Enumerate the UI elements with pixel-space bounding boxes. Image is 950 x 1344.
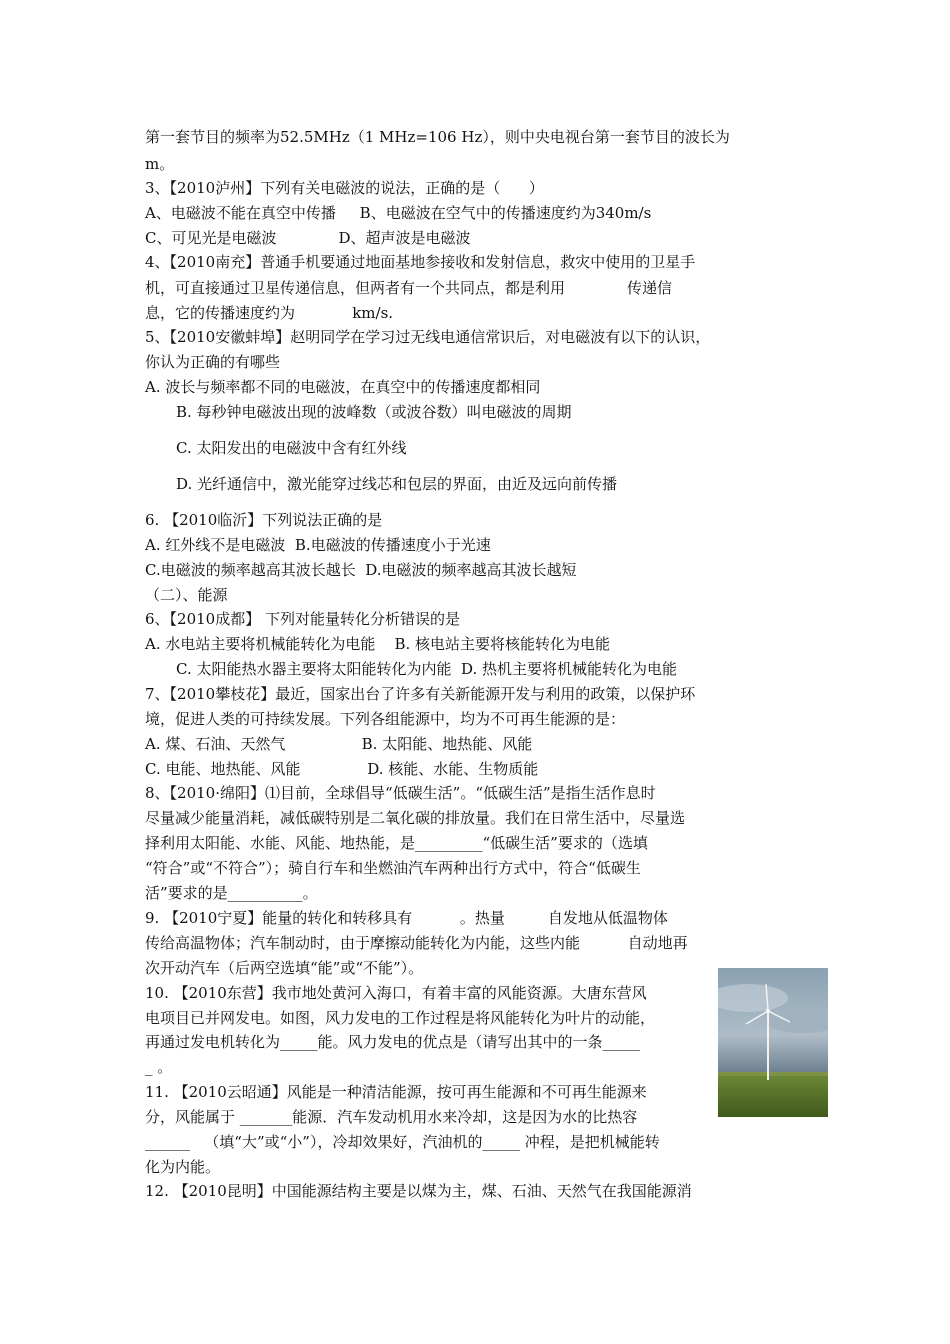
text-line: C.电磁波的频率越高其波长越长 D.电磁波的频率越高其波长越短 [145, 561, 577, 579]
question-5: 5、【2010安徽蚌埠】赵明同学在学习过无线电通信常识后，对电磁波有以下的认识， [145, 328, 711, 346]
text-line: ______ （填“大”或“小”），冷却效果好，汽油机的_____ 冲程，是把机械能转 [145, 1133, 660, 1151]
wind-turbine-icon [718, 968, 828, 1117]
text-line: 活”要求的是__________。 [145, 884, 318, 902]
text-line: 尽量减少能量消耗，减低碳特别是二氧化碳的排放量。我们在日常生活中，尽量选 [145, 809, 686, 827]
question-10: 10. 【2010东营】我市地处黄河入海口，有着丰富的风能资源。大唐东营风 [145, 984, 647, 1002]
question-3: 3、【2010泸州】下列有关电磁波的说法，正确的是（ ） [145, 179, 544, 197]
question-6-chengdu: 6、【2010成都】 下列对能量转化分析错误的是 [145, 610, 460, 628]
text-line: 第一套节目的频率为52.5MHz（1 MHz=106 Hz），则中央电视台第一套节目的波长为 [145, 128, 730, 146]
text-line: A. 煤、石油、天然气 B. 太阳能、地热能、风能 [145, 735, 533, 753]
text-line: 化为内能。 [145, 1158, 221, 1176]
text-line: 你认为正确的有哪些 [145, 353, 281, 371]
option-d: D. 光纤通信中，激光能穿过线芯和包层的界面，由近及远向前传播 [176, 475, 618, 493]
text-line: 息，它的传播速度约为 km/s. [145, 304, 394, 322]
text-line: 境，促进人类的可持续发展。下列各组能源中，均为不可再生能源的是： [145, 710, 626, 728]
text-line: _ 。 [145, 1058, 173, 1076]
text-line: 机，可直接通过卫星传递信息，但两者有一个共同点，都是利用 传递信 [145, 279, 672, 297]
text-line: “符合”或“不符合”）；骑自行车和坐燃油汽车两种出行方式中，符合“低碳生 [145, 859, 641, 877]
text-line: C. 太阳能热水器主要将太阳能转化为内能 D. 热机主要将机械能转化为电能 [176, 660, 678, 678]
section-heading: （二）、能源 [145, 586, 228, 604]
text-line: 电项目已并网发电。如图，风力发电的工作过程是将风能转化为叶片的动能， [145, 1009, 656, 1027]
text-line: 次开动汽车（后两空选填“能”或“不能”）。 [145, 959, 424, 977]
text-line: A. 红外线不是电磁波 B.电磁波的传播速度小于光速 [145, 536, 491, 554]
question-4: 4、【2010南充】普通手机要通过地面基地参接收和发射信息，救灾中使用的卫星手 [145, 253, 696, 271]
text-line: C. 电能、地热能、风能 D. 核能、水能、生物质能 [145, 760, 539, 778]
text-line: A、电磁波不能在真空中传播 B、电磁波在空气中的传播速度约为340m/s [145, 204, 652, 222]
text-line: 传给高温物体；汽车制动时，由于摩擦动能转化为内能，这些内能 自动地再 [145, 934, 688, 952]
question-12: 12. 【2010昆明】中国能源结构主要是以煤为主，煤、石油、天然气在我国能源消 [145, 1182, 692, 1200]
question-7: 7、【2010攀枝花】最近，国家出台了许多有关新能源开发与利用的政策，以保护环 [145, 685, 696, 703]
option-c: C. 太阳发出的电磁波中含有红外线 [176, 439, 407, 457]
question-8: 8、【2010·绵阳】⑴目前，全球倡导“低碳生活”。“低碳生活”是指生活作息时 [145, 784, 656, 802]
text-line: C、可见光是电磁波 D、超声波是电磁波 [145, 229, 471, 247]
text-line: 再通过发电机转化为_____能。风力发电的优点是（请写出其中的一条_____ [145, 1033, 641, 1051]
option-b: B. 每秒钟电磁波出现的波峰数（或波谷数）叫电磁波的周期 [176, 403, 572, 421]
option-a: A. 波长与频率都不同的电磁波，在真空中的传播速度都相同 [145, 378, 541, 396]
text-line: A. 水电站主要将机械能转化为电能 B. 核电站主要将核能转化为电能 [145, 635, 611, 653]
question-9: 9. 【2010宁夏】能量的转化和转移具有 。热量 自发地从低温物体 [145, 909, 668, 927]
text-line: m。 [145, 155, 175, 173]
question-11: 11. 【2010云昭通】风能是一种清洁能源，按可再生能源和不可再生能源来 [145, 1083, 647, 1101]
text-line: 分，风能属于 _______能源．汽车发动机用水来冷却，这是因为水的比热容 [145, 1108, 638, 1126]
text-line: 择利用太阳能、水能、风能、地热能，是_________“低碳生活”要求的（选填 [145, 834, 648, 852]
question-6-linyi: 6. 【2010临沂】下列说法正确的是 [145, 511, 383, 529]
wind-turbine-photo [718, 968, 828, 1117]
